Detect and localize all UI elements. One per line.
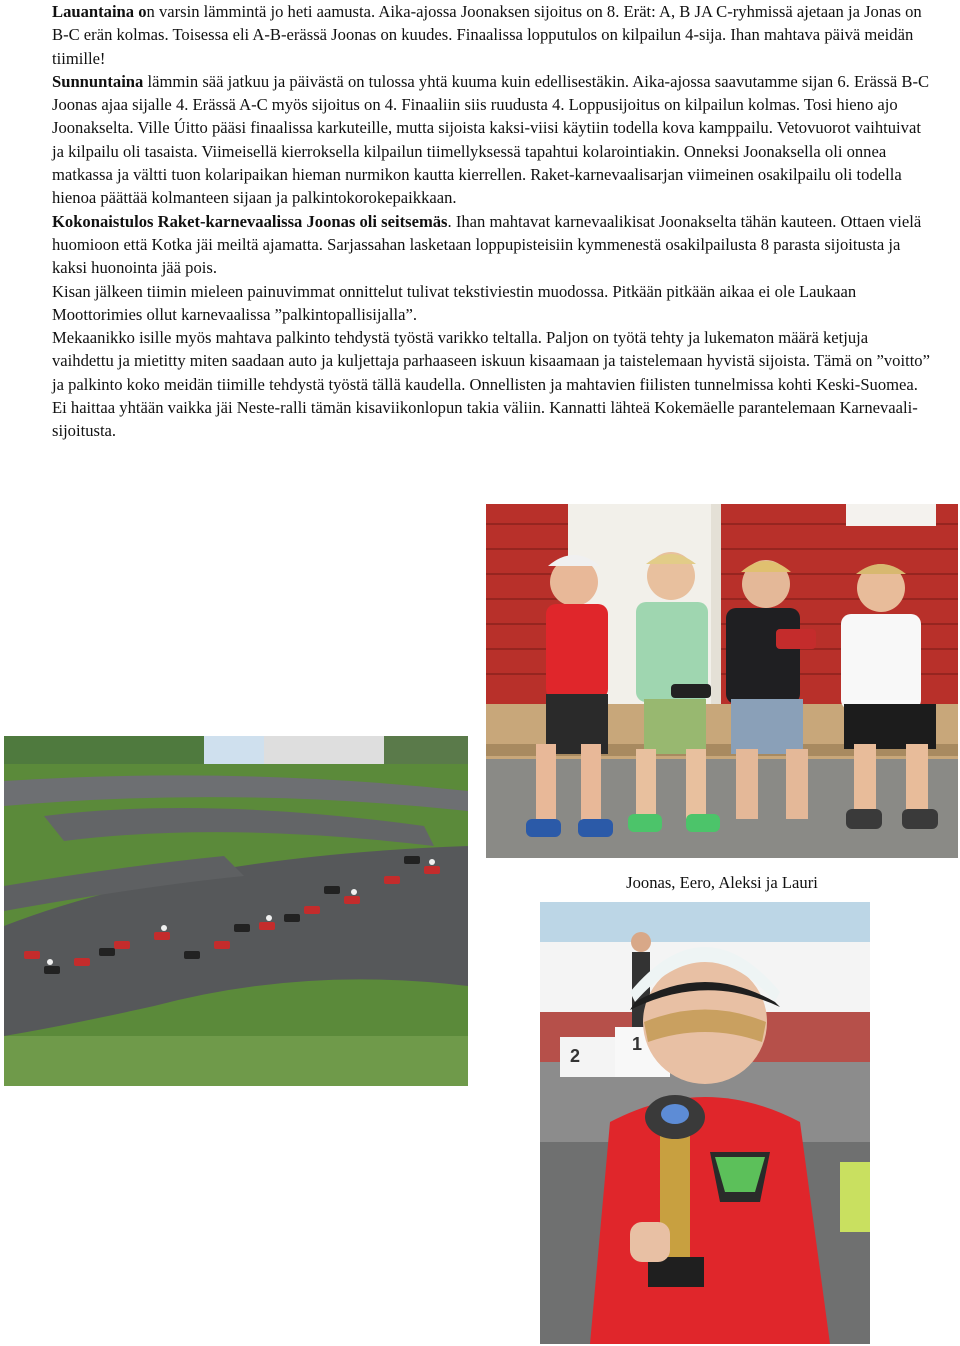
- podium-second-label: 2: [570, 1046, 581, 1066]
- kart-track-photo: [4, 736, 468, 1086]
- trophy-photo-illustration: [540, 902, 870, 1344]
- boys-photo: [486, 504, 958, 858]
- boys-photo-illustration: [486, 504, 958, 858]
- total-result-heading: Kokonaistulos Raket-karnevaalissa Joonas oli seitsemäs: [52, 211, 448, 231]
- paragraph-saturday: [52, 0, 932, 70]
- podium-first-label: 1: [632, 1034, 643, 1054]
- sunday-heading: Sunnuntaina: [52, 71, 144, 91]
- kart-track-illustration: [4, 736, 468, 1086]
- sunday-text: lämmin sää jatkuu ja päivästä on tulossa yhtä kuuma kuin edellisestäkin. Aika-ajossa saavutamme sijan 6. Erässä B-C Joonas ajaa sijalle 4. Erässä A-C myös sijoitus on 4. Finaaliin siis ruudusta 4. Loppusijoitus on kilpailun kolmas. Tosi hieno ajo Joonakselta. Ville Úitto pääsi finaalissa karkuteille, mutta sijoista kaksi-viisi käytiin todella kova kamppailu. Vetovuorot vaihtuivat ja kilpailu oli tasaista. Viimeisellä kierroksella kilpailun tiimellyksessä tapahtui kolarointiakin. Onneksi Joonaksella oli onnea matkassa ja vältti tuon kolaripaikan hieman nurmikon kautta kierrellen. Raket-karnevaalisarjan viimeinen osakilpailu oli todella hienoa päättää kolmanteen sijaan ja palkintokorokepaikkaan.: [52, 71, 930, 208]
- paragraph-total-result: [52, 210, 932, 280]
- paragraph-sunday: [52, 70, 932, 210]
- total-result-text: . Ihan mahtavat karnevaalikisat Joonakselta tähän kauteen. Ottaen vielä huomioon että Kotka jäi meiltä ajamatta. Sarjassahan lasketaan loppupisteisiin kymmenestä osakilpailusta 8 parasta sijoitusta ja kaksi huonointa jää pois.: [52, 211, 922, 278]
- trophy-photo: [540, 902, 870, 1344]
- article-text: [52, 0, 932, 443]
- saturday-heading: Lauantaina o: [52, 2, 147, 21]
- paragraph-mechanic: Mekaanikko isille myös mahtava palkinto tehdystä työstä varikko teltalla. Paljon on työtä tehty ja lukematon määrä ketjuja vaihdettu ja mietitty miten saadaan auto ja kuljettaja parhaaseen iskuun kisaamaan ja taistelemaan hyvistä sijoista. Tämä on ”voitto” ja palkinto koko meidän tiimille tehdystä työstä tällä kaudella. Onnellisten ja mahtavien fiilisten tunnelmissa kohti Keski-Suomea. Ei haittaa yhtään vaikka jäi Neste-ralli tämän kisaviikonlopun takia väliin. Kannatti lähteä Kokemäelle parantelemaan Karnevaali-sijoitusta.: [52, 328, 930, 441]
- boys-photo-caption: Joonas, Eero, Aleksi ja Lauri: [626, 873, 818, 892]
- paragraph-congratulations: Kisan jälkeen tiimin mieleen painuvimmat onnittelut tulivat tekstiviestin muodossa. Pitkään pitkään aikaa ei ole Laukaan Moottorimies ollut karnevaalissa ”palkintopallisijalla”.: [52, 281, 857, 324]
- saturday-text: n varsin lämmintä jo heti aamusta. Aika-ajossa Joonaksen sijoitus on 8. Erät: A, B JA C-ryhmissä ajetaan ja Jonas on B-C erän kolmas. Toisessa eli A-B-erässä Joonas on kuudes. Finaalissa lopputulos on kilpailun 4-sija. Ihan mahtava päivä meidän tiimille!: [52, 2, 922, 68]
